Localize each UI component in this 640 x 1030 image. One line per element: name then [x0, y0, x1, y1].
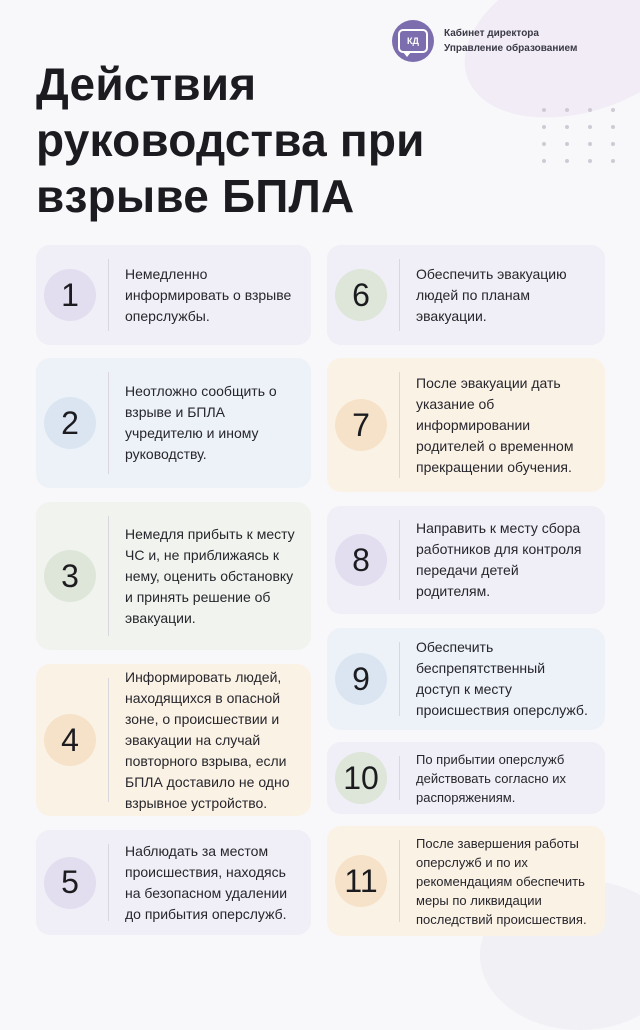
step-number-2: 2: [44, 397, 96, 449]
title-line-1: Действия: [36, 58, 257, 110]
step-card-8: [327, 506, 605, 614]
card-divider: [108, 678, 109, 802]
step-number-5: 5: [44, 857, 96, 909]
step-card-3: [36, 502, 311, 650]
header-text: [444, 26, 577, 56]
step-text-8: Направить к месту сбора работников для контроля передачи детей родителям.: [416, 520, 582, 599]
step-number-8: 8: [335, 534, 387, 586]
title-line-2: руководства при: [36, 114, 425, 166]
step-card-2: [36, 358, 311, 488]
card-divider: [399, 756, 400, 800]
step-card-10: [327, 742, 605, 814]
step-card-9: [327, 628, 605, 730]
card-divider: [108, 844, 109, 921]
card-divider: [108, 372, 109, 474]
step-text-4: Информировать людей, находящихся в опасной зоне, о происшествии и эвакуации на случай повторного взрыва, если БПЛА доставило не одно взрывное устройство.: [125, 668, 290, 811]
step-text-6: Обеспечить эвакуацию людей по планам эвакуации.: [416, 265, 567, 324]
step-number-10: 10: [335, 752, 387, 804]
card-divider: [108, 516, 109, 636]
step-text-3: Немедля прибыть к месту ЧС и, не приближаясь к нему, оценить обстановку и принять решение об эвакуации.: [125, 525, 295, 626]
step-text-7: После эвакуации дать указание об информировании родителей о временном прекращении обучения.: [416, 374, 574, 475]
step-number-4: 4: [44, 714, 96, 766]
card-divider: [399, 642, 400, 716]
step-number-7: 7: [335, 399, 387, 451]
card-divider: [108, 259, 109, 331]
step-text-5: Наблюдать за местом происшествия, находясь на безопасном удалении до прибытия оперслужб.: [125, 842, 288, 922]
step-card-11: [327, 826, 605, 936]
decorative-dots: [542, 108, 622, 163]
card-divider: [399, 259, 400, 331]
header-line-2: Управление образованием: [444, 43, 578, 54]
step-text-10: По прибытии оперслужб действовать согласно их распоряжениям.: [416, 751, 566, 805]
step-number-3: 3: [44, 550, 96, 602]
step-number-11: 11: [335, 855, 387, 907]
step-text-9: Обеспечить беспрепятственный доступ к месту происшествия оперслужб.: [416, 639, 588, 718]
step-text-1: Немедленно информировать о взрыве оперслужбы.: [125, 265, 292, 324]
step-card-1: [36, 245, 311, 345]
chat-bubble-icon: [398, 29, 428, 53]
step-card-5: [36, 830, 311, 935]
page-title: [36, 56, 425, 224]
step-card-4: [36, 664, 311, 816]
step-card-7: [327, 358, 605, 492]
card-divider: [399, 520, 400, 600]
header-line-1: Кабинет директора: [444, 28, 539, 39]
step-number-9: 9: [335, 653, 387, 705]
step-number-6: 6: [335, 269, 387, 321]
step-text-2: Неотложно сообщить о взрыве и БПЛА учредителю и иному руководству.: [125, 383, 277, 462]
step-card-6: [327, 245, 605, 345]
step-number-1: 1: [44, 269, 96, 321]
title-line-3: взрыве БПЛА: [36, 170, 355, 222]
card-divider: [399, 840, 400, 922]
logo-text: КД: [407, 36, 419, 46]
card-divider: [399, 372, 400, 478]
step-text-11: После завершения работы оперслужб и по их рекомендациям обеспечить меры по ликвидации последствий происшествия.: [416, 835, 587, 927]
